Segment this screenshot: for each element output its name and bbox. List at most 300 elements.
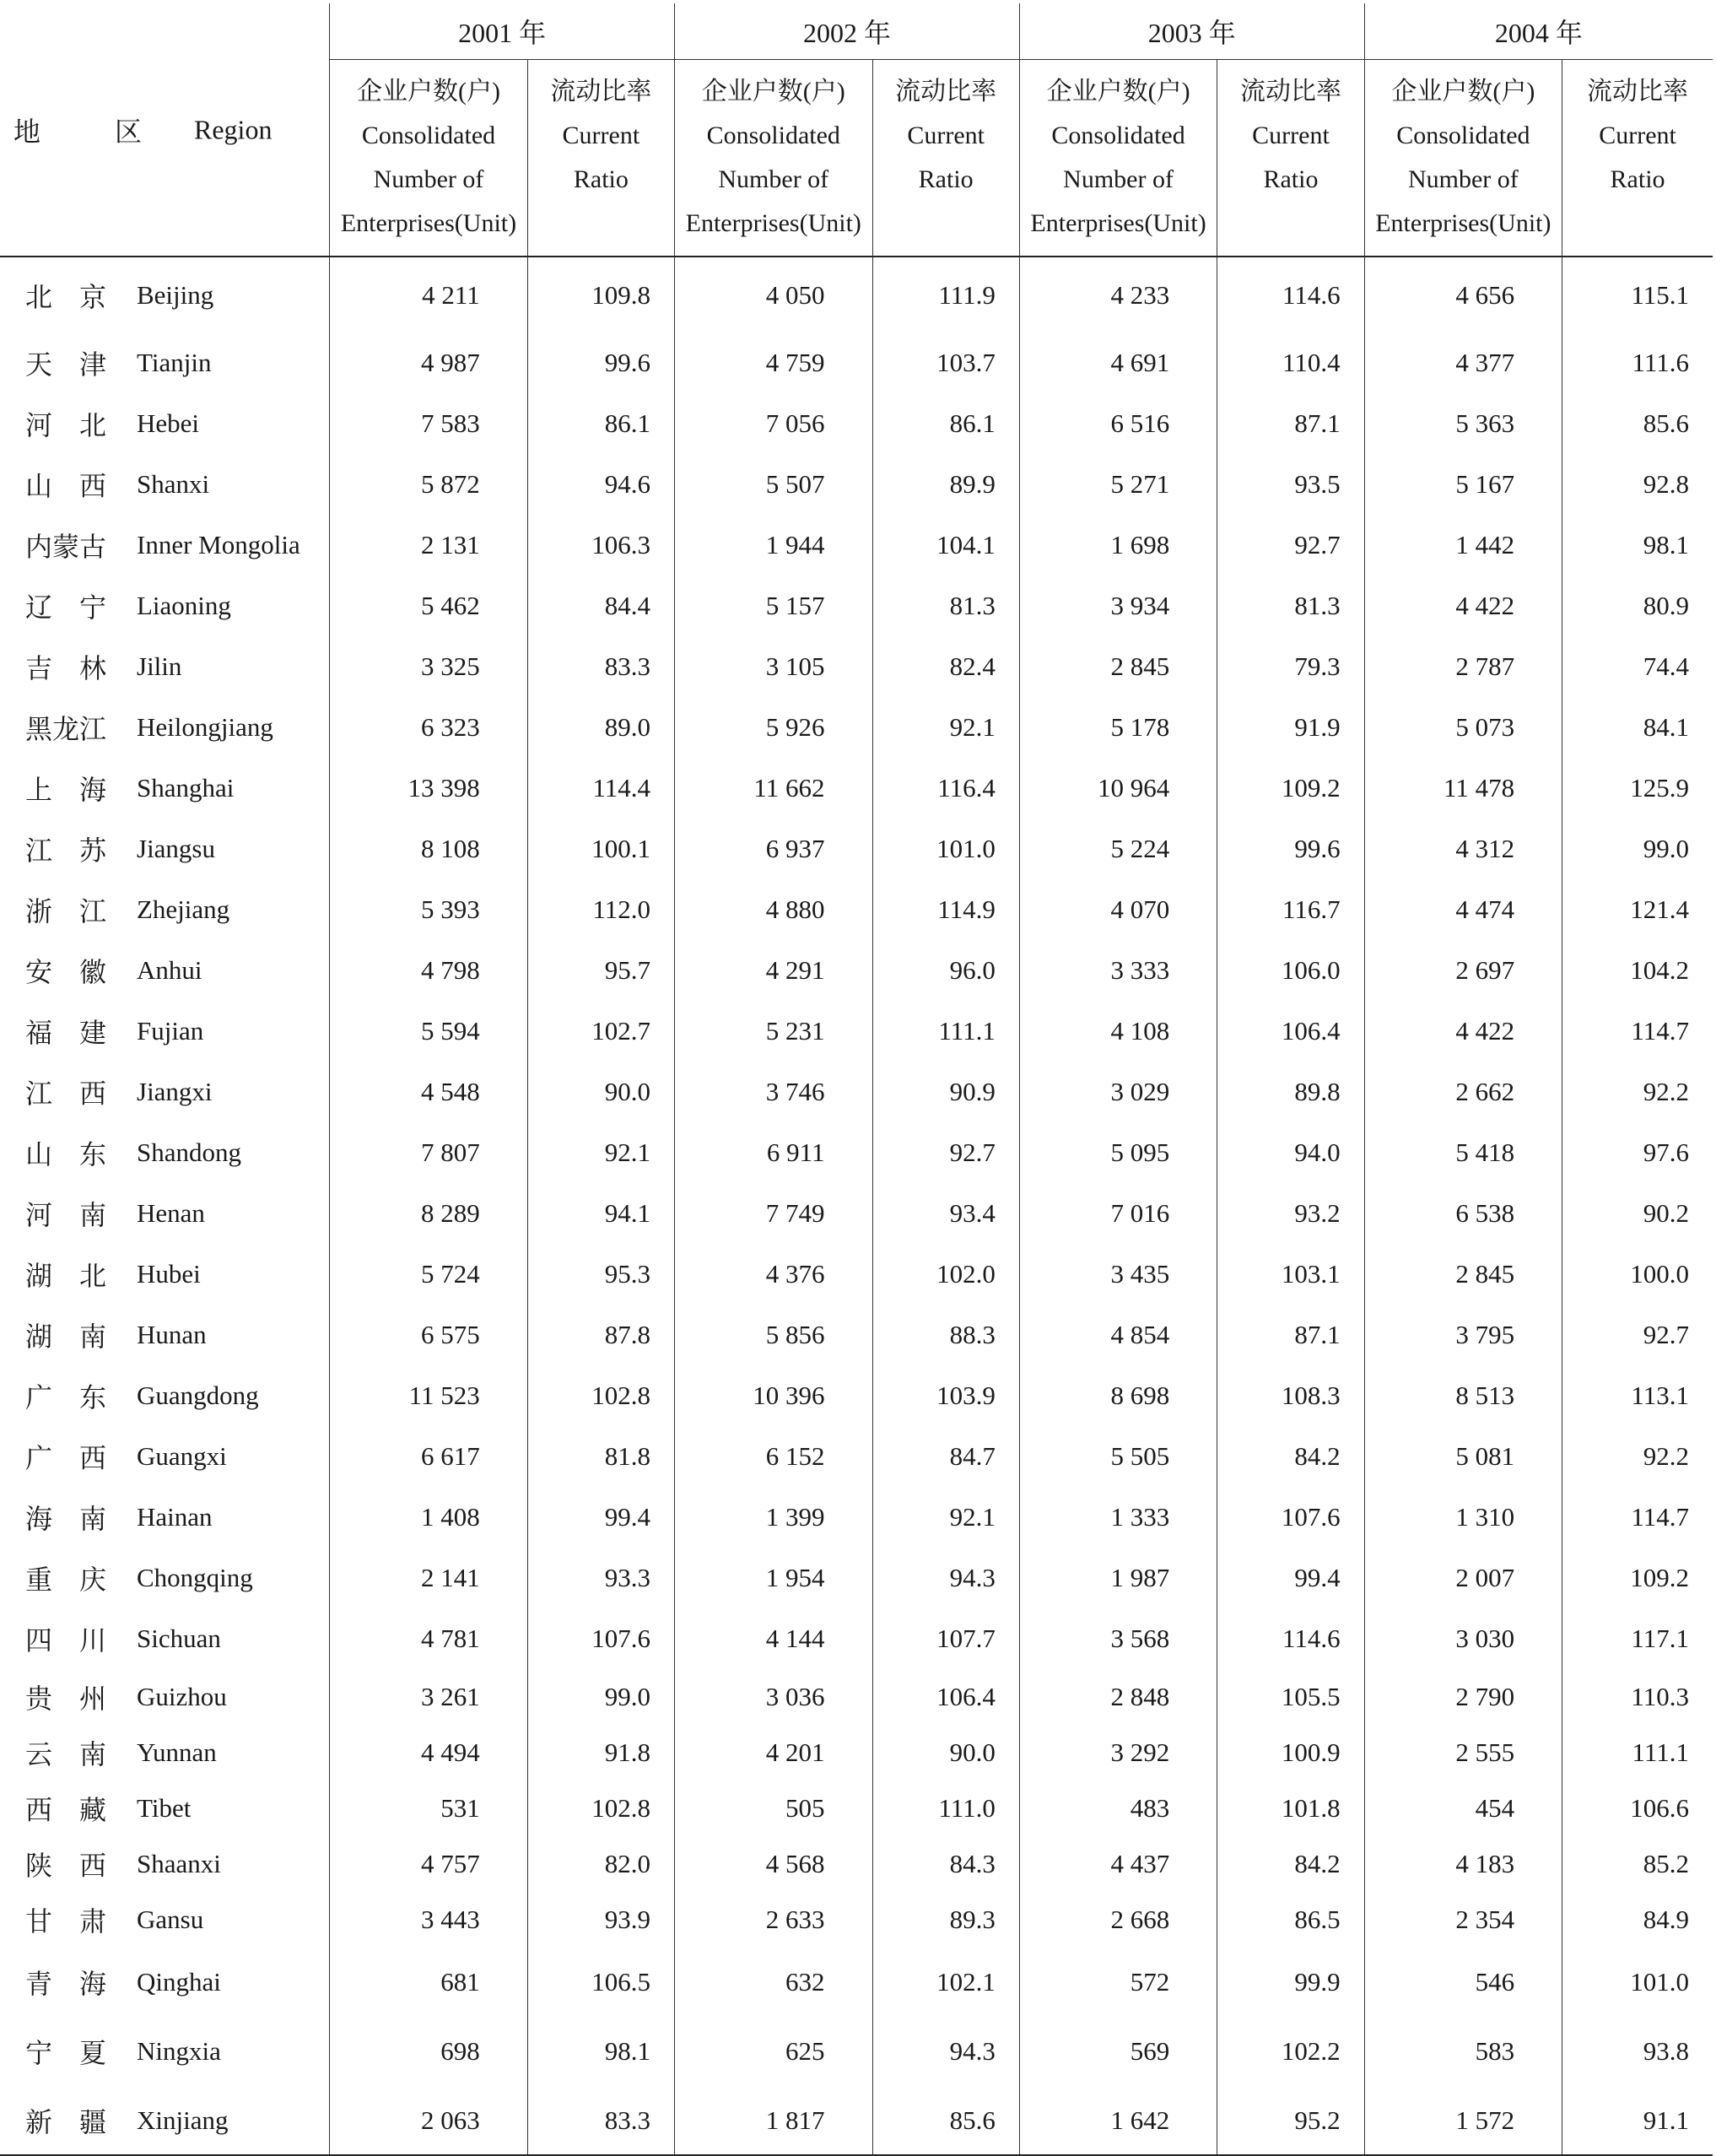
- table-row: [0, 1001, 1713, 1062]
- table-row: [0, 940, 1713, 1001]
- enterprise-count-cell: 4 211: [330, 257, 527, 332]
- region-name-zh: 江 西: [25, 1078, 107, 1109]
- current-ratio-cell: 97.6: [1562, 1122, 1713, 1183]
- table-row: [0, 1892, 1713, 1948]
- region-name-en: Inner Mongolia: [137, 530, 300, 559]
- enterprise-count-cell: 10 964: [1019, 758, 1217, 819]
- enterprises-header-line: Consolidated: [1051, 122, 1185, 149]
- region-name-zh: 湖 北: [25, 1261, 107, 1291]
- current-ratio-cell: 90.0: [872, 1725, 1019, 1780]
- enterprise-count-cell: 1 698: [1019, 515, 1217, 575]
- region-name-cell: [0, 1122, 330, 1183]
- current-ratio-cell: 107.6: [1217, 1487, 1364, 1548]
- enterprise-count-cell: 4 070: [1019, 879, 1217, 940]
- region-name-en: Guangdong: [137, 1381, 259, 1410]
- ratio-header-line: Ratio: [918, 165, 974, 193]
- current-ratio-cell: 92.2: [1562, 1062, 1713, 1122]
- current-ratio-cell: 93.9: [527, 1892, 674, 1948]
- current-ratio-cell: 84.7: [872, 1426, 1019, 1487]
- enterprise-count-cell: 11 478: [1364, 758, 1562, 819]
- enterprise-count-cell: 4 757: [330, 1836, 527, 1892]
- region-name-cell: [0, 1948, 330, 2017]
- table-header: [0, 3, 1713, 257]
- region-name-zh: 四 川: [25, 1625, 107, 1656]
- enterprise-count-cell: 3 934: [1019, 575, 1217, 636]
- current-ratio-cell: 101.8: [1217, 1780, 1364, 1836]
- region-header-zh: 地 区: [13, 116, 176, 147]
- current-ratio-cell: 92.1: [872, 1487, 1019, 1548]
- region-name-en: Chongqing: [137, 1563, 253, 1592]
- current-ratio-cell: 86.5: [1217, 1892, 1364, 1948]
- table-row: [0, 1780, 1713, 1836]
- region-name-zh: 上 海: [25, 775, 107, 805]
- current-ratio-cell: 93.4: [872, 1183, 1019, 1244]
- enterprise-count-cell: 4 798: [330, 940, 527, 1001]
- current-ratio-cell: 85.6: [1562, 393, 1713, 454]
- table-row: [0, 257, 1713, 332]
- current-ratio-cell: 104.1: [872, 515, 1019, 575]
- current-ratio-cell: 99.6: [527, 332, 674, 393]
- current-ratio-column-header: [872, 60, 1019, 257]
- table-row: [0, 819, 1713, 879]
- region-name-cell: [0, 1669, 330, 1725]
- current-ratio-cell: 106.4: [1217, 1001, 1364, 1062]
- table-row: [0, 575, 1713, 636]
- region-name-cell: [0, 2086, 330, 2155]
- region-name-cell: [0, 1244, 330, 1305]
- table-row: [0, 1836, 1713, 1892]
- region-name-zh: 广 西: [25, 1443, 107, 1473]
- current-ratio-cell: 81.3: [872, 575, 1019, 636]
- current-ratio-cell: 107.6: [527, 1608, 674, 1669]
- enterprise-current-ratio-table: [0, 3, 1713, 2156]
- current-ratio-cell: 111.1: [1562, 1725, 1713, 1780]
- current-ratio-cell: 111.9: [872, 257, 1019, 332]
- region-column-header: [0, 3, 330, 257]
- current-ratio-cell: 80.9: [1562, 575, 1713, 636]
- enterprise-count-cell: 4 474: [1364, 879, 1562, 940]
- region-name-en: Anhui: [137, 955, 202, 985]
- region-name-en: Heilongjiang: [137, 712, 273, 742]
- region-name-en: Jiangxi: [137, 1077, 213, 1106]
- region-name-en: Jiangsu: [137, 834, 215, 863]
- enterprise-count-cell: 1 954: [675, 1548, 872, 1608]
- current-ratio-cell: 92.1: [527, 1122, 674, 1183]
- ratio-header-line: 流动比率: [1587, 78, 1689, 105]
- region-name-en: Liaoning: [137, 591, 231, 620]
- table-row: [0, 332, 1713, 393]
- ratio-header-line: Current: [1252, 122, 1330, 149]
- current-ratio-column-header: [1562, 60, 1713, 257]
- enterprise-count-cell: 1 817: [675, 2086, 872, 2155]
- enterprises-header-line: Number of: [373, 165, 484, 193]
- current-ratio-cell: 101.0: [872, 819, 1019, 879]
- enterprise-count-cell: 10 396: [675, 1365, 872, 1426]
- enterprise-count-cell: 5 073: [1364, 697, 1562, 758]
- region-header-en: Region: [194, 114, 273, 144]
- region-name-cell: [0, 515, 330, 575]
- enterprise-count-cell: 3 036: [675, 1669, 872, 1725]
- region-name-en: Jilin: [137, 651, 182, 681]
- region-name-zh: 河 南: [25, 1200, 107, 1230]
- current-ratio-cell: 92.2: [1562, 1426, 1713, 1487]
- table-row: [0, 1244, 1713, 1305]
- ratio-header-line: Current: [907, 122, 985, 149]
- enterprise-count-cell: 1 642: [1019, 2086, 1217, 2155]
- region-name-zh: 重 庆: [25, 1564, 107, 1595]
- enterprise-count-cell: 4 050: [675, 257, 872, 332]
- region-name-cell: [0, 1548, 330, 1608]
- region-name-cell: [0, 1365, 330, 1426]
- current-ratio-cell: 87.8: [527, 1305, 674, 1365]
- current-ratio-cell: 90.2: [1562, 1183, 1713, 1244]
- region-name-zh: 辽 宁: [25, 592, 107, 623]
- region-name-cell: [0, 1426, 330, 1487]
- current-ratio-cell: 89.3: [872, 1892, 1019, 1948]
- current-ratio-cell: 98.1: [1562, 515, 1713, 575]
- current-ratio-cell: 109.8: [527, 257, 674, 332]
- current-ratio-cell: 90.0: [527, 1062, 674, 1122]
- year-header-2001: 2001 年: [330, 3, 675, 60]
- enterprises-header-line: Number of: [1407, 165, 1519, 193]
- current-ratio-cell: 94.1: [527, 1183, 674, 1244]
- region-name-cell: [0, 332, 330, 393]
- enterprise-count-cell: 7 749: [675, 1183, 872, 1244]
- current-ratio-cell: 84.2: [1217, 1836, 1364, 1892]
- region-name-zh: 天 津: [25, 349, 107, 380]
- enterprise-count-cell: 11 523: [330, 1365, 527, 1426]
- ratio-header-line: Ratio: [1263, 165, 1319, 193]
- region-name-zh: 黑龙江: [25, 714, 107, 744]
- enterprise-count-cell: 5 393: [330, 879, 527, 940]
- current-ratio-cell: 92.7: [872, 1122, 1019, 1183]
- enterprise-count-cell: 4 422: [1364, 1001, 1562, 1062]
- enterprise-count-cell: 5 462: [330, 575, 527, 636]
- table-row: [0, 636, 1713, 697]
- current-ratio-cell: 84.2: [1217, 1426, 1364, 1487]
- enterprise-count-cell: 5 872: [330, 454, 527, 515]
- current-ratio-cell: 91.9: [1217, 697, 1364, 758]
- table-row: [0, 1122, 1713, 1183]
- enterprise-count-cell: 3 029: [1019, 1062, 1217, 1122]
- region-name-zh: 宁 夏: [25, 2038, 107, 2068]
- current-ratio-cell: 84.1: [1562, 697, 1713, 758]
- current-ratio-cell: 116.7: [1217, 879, 1364, 940]
- enterprises-header-line: Consolidated: [361, 122, 496, 149]
- current-ratio-cell: 111.1: [872, 1001, 1019, 1062]
- current-ratio-cell: 79.3: [1217, 636, 1364, 697]
- region-name-cell: [0, 819, 330, 879]
- current-ratio-cell: 93.5: [1217, 454, 1364, 515]
- region-name-zh: 吉 林: [25, 653, 107, 684]
- current-ratio-cell: 114.6: [1217, 1608, 1364, 1669]
- current-ratio-cell: 102.7: [527, 1001, 674, 1062]
- region-name-en: Sichuan: [137, 1624, 221, 1653]
- current-ratio-cell: 114.6: [1217, 257, 1364, 332]
- region-name-en: Henan: [137, 1198, 205, 1228]
- current-ratio-cell: 87.1: [1217, 393, 1364, 454]
- region-name-zh: 广 东: [25, 1382, 107, 1413]
- region-name-en: Yunnan: [137, 1737, 217, 1767]
- region-name-cell: [0, 1487, 330, 1548]
- enterprise-count-cell: 4 987: [330, 332, 527, 393]
- current-ratio-cell: 108.3: [1217, 1365, 1364, 1426]
- current-ratio-cell: 103.1: [1217, 1244, 1364, 1305]
- current-ratio-cell: 104.2: [1562, 940, 1713, 1001]
- region-name-cell: [0, 575, 330, 636]
- ratio-header-line: Current: [562, 122, 640, 149]
- enterprise-count-cell: 1 572: [1364, 2086, 1562, 2155]
- enterprise-count-cell: 5 507: [675, 454, 872, 515]
- region-name-en: Shanghai: [137, 773, 235, 802]
- enterprises-header-line: Consolidated: [706, 122, 840, 149]
- region-name-cell: [0, 940, 330, 1001]
- region-name-en: Fujian: [137, 1016, 204, 1046]
- ratio-header-line: Ratio: [573, 165, 629, 193]
- region-name-zh: 海 南: [25, 1504, 107, 1534]
- region-name-en: Shandong: [137, 1137, 241, 1167]
- current-ratio-cell: 84.9: [1562, 1892, 1713, 1948]
- region-name-zh: 北 京: [25, 281, 107, 312]
- region-name-cell: [0, 636, 330, 697]
- region-name-zh: 江 苏: [25, 835, 107, 866]
- enterprise-count-cell: 4 233: [1019, 257, 1217, 332]
- enterprise-count-cell: 4 568: [675, 1836, 872, 1892]
- enterprise-count-cell: 5 724: [330, 1244, 527, 1305]
- region-name-zh: 湖 南: [25, 1321, 107, 1352]
- current-ratio-cell: 111.6: [1562, 332, 1713, 393]
- enterprise-count-cell: 3 292: [1019, 1725, 1217, 1780]
- ratio-header-line: Current: [1599, 122, 1676, 149]
- enterprise-count-cell: 7 807: [330, 1122, 527, 1183]
- current-ratio-cell: 92.7: [1562, 1305, 1713, 1365]
- enterprise-count-cell: 6 323: [330, 697, 527, 758]
- current-ratio-cell: 105.5: [1217, 1669, 1364, 1725]
- current-ratio-cell: 109.2: [1217, 758, 1364, 819]
- current-ratio-cell: 99.9: [1217, 1948, 1364, 2017]
- enterprises-header-line: 企业户数(户): [1391, 78, 1535, 105]
- current-ratio-cell: 100.0: [1562, 1244, 1713, 1305]
- enterprise-count-cell: 572: [1019, 1948, 1217, 2017]
- ratio-header-line: 流动比率: [1239, 78, 1341, 105]
- enterprise-count-cell: 4 312: [1364, 819, 1562, 879]
- enterprise-count-cell: 7 056: [675, 393, 872, 454]
- enterprise-count-cell: 4 108: [1019, 1001, 1217, 1062]
- current-ratio-cell: 98.1: [527, 2017, 674, 2086]
- enterprise-count-cell: 1 310: [1364, 1487, 1562, 1548]
- year-header-2004: 2004 年: [1364, 3, 1713, 60]
- current-ratio-cell: 81.8: [527, 1426, 674, 1487]
- region-name-zh: 陕 西: [25, 1851, 107, 1881]
- enterprise-count-cell: 3 795: [1364, 1305, 1562, 1365]
- table-row: [0, 1725, 1713, 1780]
- enterprises-column-header: [1364, 60, 1562, 257]
- enterprise-count-cell: 632: [675, 1948, 872, 2017]
- region-name-en: Guizhou: [137, 1682, 227, 1711]
- current-ratio-cell: 83.3: [527, 636, 674, 697]
- enterprise-count-cell: 5 178: [1019, 697, 1217, 758]
- current-ratio-cell: 106.0: [1217, 940, 1364, 1001]
- current-ratio-cell: 91.1: [1562, 2086, 1713, 2155]
- current-ratio-cell: 94.6: [527, 454, 674, 515]
- current-ratio-cell: 102.1: [872, 1948, 1019, 2017]
- current-ratio-cell: 110.3: [1562, 1669, 1713, 1725]
- current-ratio-cell: 106.4: [872, 1669, 1019, 1725]
- current-ratio-cell: 87.1: [1217, 1305, 1364, 1365]
- current-ratio-cell: 88.3: [872, 1305, 1019, 1365]
- enterprise-count-cell: 2 141: [330, 1548, 527, 1608]
- current-ratio-cell: 99.0: [527, 1669, 674, 1725]
- enterprise-count-cell: 454: [1364, 1780, 1562, 1836]
- enterprise-count-cell: 6 538: [1364, 1183, 1562, 1244]
- table-row: [0, 1183, 1713, 1244]
- enterprise-count-cell: 4 144: [675, 1608, 872, 1669]
- region-name-cell: [0, 1892, 330, 1948]
- enterprise-count-cell: 2 668: [1019, 1892, 1217, 1948]
- enterprise-count-cell: 4 377: [1364, 332, 1562, 393]
- enterprise-count-cell: 4 494: [330, 1725, 527, 1780]
- current-ratio-cell: 103.7: [872, 332, 1019, 393]
- enterprise-count-cell: 2 848: [1019, 1669, 1217, 1725]
- region-name-cell: [0, 393, 330, 454]
- enterprise-count-cell: 625: [675, 2017, 872, 2086]
- ratio-header-line: 流动比率: [550, 78, 652, 105]
- enterprise-count-cell: 8 698: [1019, 1365, 1217, 1426]
- current-ratio-cell: 95.3: [527, 1244, 674, 1305]
- enterprise-count-cell: 6 937: [675, 819, 872, 879]
- region-name-cell: [0, 257, 330, 332]
- enterprise-count-cell: 2 633: [675, 1892, 872, 1948]
- region-name-zh: 福 建: [25, 1018, 107, 1048]
- enterprise-count-cell: 531: [330, 1780, 527, 1836]
- region-name-cell: [0, 2017, 330, 2086]
- current-ratio-cell: 110.4: [1217, 332, 1364, 393]
- enterprise-count-cell: 698: [330, 2017, 527, 2086]
- region-name-en: Zhejiang: [137, 894, 230, 924]
- enterprise-count-cell: 483: [1019, 1780, 1217, 1836]
- current-ratio-cell: 113.1: [1562, 1365, 1713, 1426]
- current-ratio-cell: 99.4: [1217, 1548, 1364, 1608]
- enterprise-count-cell: 1 399: [675, 1487, 872, 1548]
- current-ratio-cell: 99.4: [527, 1487, 674, 1548]
- region-name-zh: 新 疆: [25, 2106, 107, 2137]
- region-name-en: Shaanxi: [137, 1849, 221, 1878]
- enterprise-count-cell: 3 105: [675, 636, 872, 697]
- region-name-en: Hunan: [137, 1320, 207, 1349]
- region-name-zh: 甘 肃: [25, 1906, 107, 1937]
- enterprise-count-cell: 583: [1364, 2017, 1562, 2086]
- current-ratio-cell: 99.0: [1562, 819, 1713, 879]
- current-ratio-cell: 109.2: [1562, 1548, 1713, 1608]
- enterprise-count-cell: 4 759: [675, 332, 872, 393]
- current-ratio-cell: 100.1: [527, 819, 674, 879]
- table-row: [0, 393, 1713, 454]
- region-name-en: Ningxia: [137, 2036, 221, 2066]
- enterprise-count-cell: 7 016: [1019, 1183, 1217, 1244]
- enterprise-count-cell: 6 575: [330, 1305, 527, 1365]
- current-ratio-cell: 92.8: [1562, 454, 1713, 515]
- table-row: [0, 2017, 1713, 2086]
- current-ratio-cell: 74.4: [1562, 636, 1713, 697]
- region-name-en: Tibet: [137, 1793, 192, 1823]
- current-ratio-cell: 96.0: [872, 940, 1019, 1001]
- region-name-cell: [0, 879, 330, 940]
- current-ratio-cell: 94.3: [872, 1548, 1019, 1608]
- table-row: [0, 1548, 1713, 1608]
- current-ratio-cell: 114.4: [527, 758, 674, 819]
- region-name-cell: [0, 1183, 330, 1244]
- current-ratio-cell: 95.7: [527, 940, 674, 1001]
- enterprise-count-cell: 3 030: [1364, 1608, 1562, 1669]
- region-name-cell: [0, 1001, 330, 1062]
- enterprise-count-cell: 4 376: [675, 1244, 872, 1305]
- current-ratio-cell: 117.1: [1562, 1608, 1713, 1669]
- enterprise-count-cell: 3 746: [675, 1062, 872, 1122]
- region-name-zh: 河 北: [25, 410, 107, 440]
- table-row: [0, 758, 1713, 819]
- enterprise-count-cell: 3 568: [1019, 1608, 1217, 1669]
- enterprise-count-cell: 8 513: [1364, 1365, 1562, 1426]
- enterprise-count-cell: 6 617: [330, 1426, 527, 1487]
- enterprise-count-cell: 4 201: [675, 1725, 872, 1780]
- enterprise-count-cell: 4 691: [1019, 332, 1217, 393]
- table-row: [0, 1062, 1713, 1122]
- enterprise-count-cell: 4 548: [330, 1062, 527, 1122]
- current-ratio-cell: 93.2: [1217, 1183, 1364, 1244]
- region-name-zh: 内蒙古: [25, 532, 107, 562]
- current-ratio-cell: 90.9: [872, 1062, 1019, 1122]
- region-name-zh: 西 藏: [25, 1795, 107, 1825]
- region-name-en: Qinghai: [137, 1967, 221, 1997]
- table-row: [0, 1669, 1713, 1725]
- current-ratio-cell: 93.8: [1562, 2017, 1713, 2086]
- region-name-en: Guangxi: [137, 1441, 227, 1471]
- current-ratio-cell: 82.0: [527, 1836, 674, 1892]
- enterprise-count-cell: 5 363: [1364, 393, 1562, 454]
- table-row: [0, 1608, 1713, 1669]
- table-row: [0, 454, 1713, 515]
- current-ratio-cell: 100.9: [1217, 1725, 1364, 1780]
- enterprises-header-line: Number of: [1063, 165, 1174, 193]
- enterprise-count-cell: 4 422: [1364, 575, 1562, 636]
- current-ratio-cell: 114.7: [1562, 1001, 1713, 1062]
- table-row: [0, 879, 1713, 940]
- enterprise-count-cell: 8 289: [330, 1183, 527, 1244]
- region-name-en: Tianjin: [137, 348, 212, 377]
- enterprise-count-cell: 2 845: [1364, 1244, 1562, 1305]
- enterprise-count-cell: 1 333: [1019, 1487, 1217, 1548]
- current-ratio-cell: 82.4: [872, 636, 1019, 697]
- enterprise-count-cell: 5 224: [1019, 819, 1217, 879]
- region-name-en: Xinjiang: [137, 2105, 229, 2135]
- enterprise-count-cell: 5 081: [1364, 1426, 1562, 1487]
- current-ratio-cell: 89.0: [527, 697, 674, 758]
- region-name-en: Gansu: [137, 1905, 204, 1934]
- enterprise-count-cell: 2 555: [1364, 1725, 1562, 1780]
- current-ratio-cell: 94.3: [872, 2017, 1019, 2086]
- enterprise-count-cell: 4 854: [1019, 1305, 1217, 1365]
- current-ratio-cell: 114.9: [872, 879, 1019, 940]
- enterprises-header-line: 企业户数(户): [1046, 78, 1190, 105]
- current-ratio-cell: 95.2: [1217, 2086, 1364, 2155]
- enterprise-count-cell: 505: [675, 1780, 872, 1836]
- region-name-zh: 山 西: [25, 471, 107, 501]
- enterprise-count-cell: 2 845: [1019, 636, 1217, 697]
- region-name-zh: 青 海: [25, 1969, 107, 1999]
- region-name-cell: [0, 1062, 330, 1122]
- current-ratio-cell: 115.1: [1562, 257, 1713, 332]
- table-row: [0, 1426, 1713, 1487]
